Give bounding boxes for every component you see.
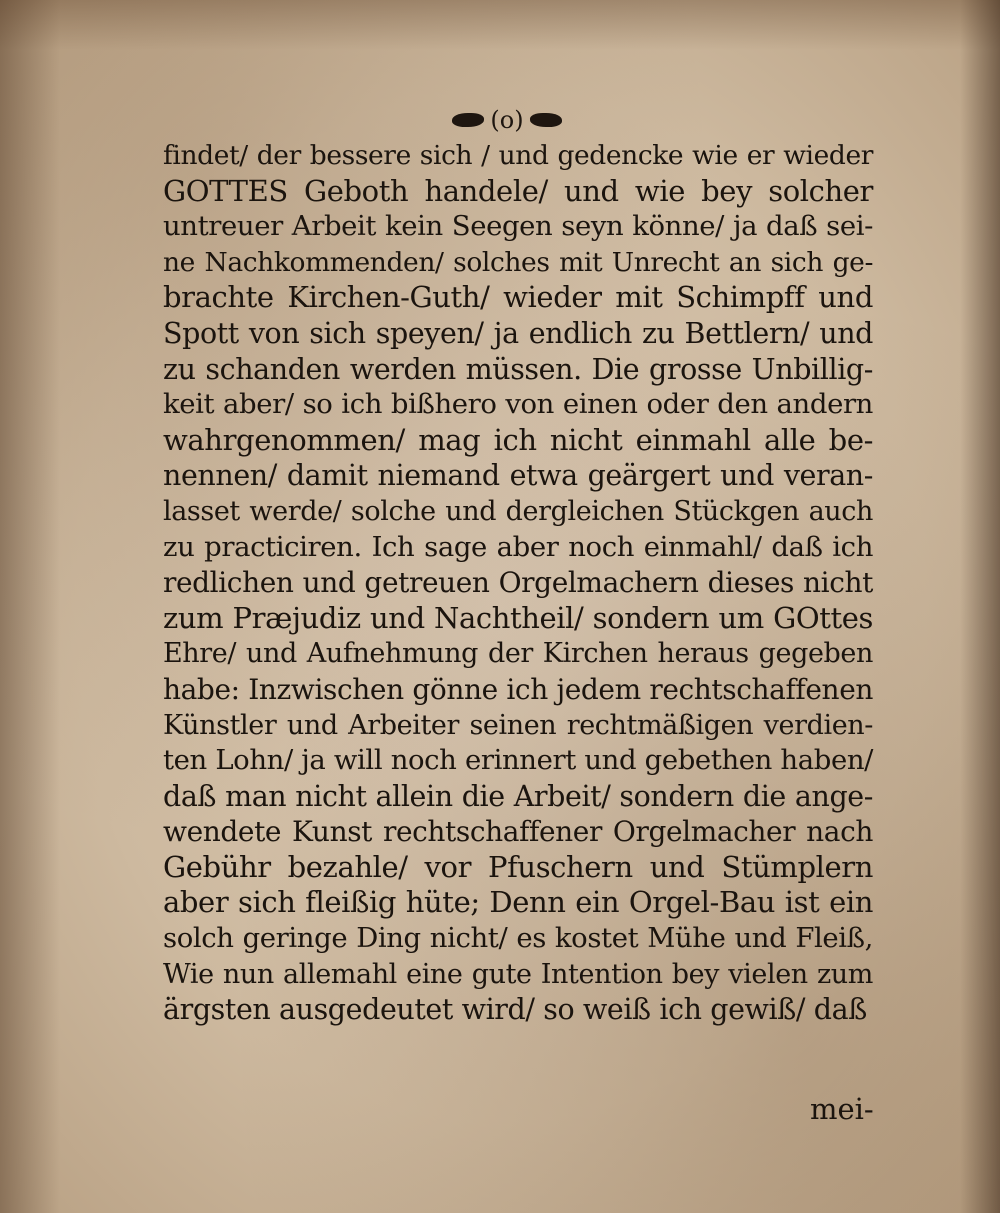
text-line: zu practiciren. Ich sage aber noch einmahl/ daß ich	[163, 530, 873, 563]
body-text	[163, 138, 873, 1028]
catchword: mei-	[810, 1092, 874, 1126]
text-line: Künstler und Arbeiter seinen rechtmäßigen verdien-	[163, 709, 873, 741]
text-line: Ehre/ und Aufnehmung der Kirchen heraus gegeben	[163, 638, 873, 670]
text-line: daß man nicht allein die Arbeit/ sondern die ange-	[163, 779, 873, 813]
text-line: Wie nun allemahl eine gute Intention bey vielen zum	[163, 958, 873, 990]
text-line: GOTTES Geboth handele/ und wie bey solcher	[163, 173, 873, 208]
text-line: untreuer Arbeit kein Seegen seyn könne/ ja daß sei-	[163, 210, 873, 243]
page-number: (o)	[490, 106, 524, 134]
text-line: zu schanden werden müssen. Die grosse Unbillig-	[163, 352, 873, 386]
ornament-left-icon	[452, 113, 484, 127]
ornament-right-icon	[530, 113, 562, 127]
page-header	[432, 100, 582, 140]
text-line: Spott von sich speyen/ ja endlich zu Bettlern/ und	[163, 316, 873, 350]
page-edge-shadow-top	[0, 0, 1000, 50]
text-line: wendete Kunst rechtschaffener Orgelmacher nach	[163, 815, 873, 849]
text-line: Gebühr bezahle/ vor Pfuschern und Stümplern	[163, 849, 873, 884]
page-edge-shadow-left	[0, 0, 60, 1213]
text-line: habe: Inzwischen gönne ich jedem rechtschaffenen	[163, 672, 873, 706]
text-line: aber sich fleißig hüte; Denn ein Orgel-Bau ist ein	[163, 885, 873, 920]
text-line: keit aber/ so ich bißhero von einen oder den andern	[163, 388, 873, 421]
text-line: findet/ der bessere sich / und gedencke wie er wieder	[163, 140, 873, 171]
text-line: nennen/ damit niemand etwa geärgert und veran-	[163, 459, 873, 493]
page-edge-shadow-right	[960, 0, 1000, 1213]
text-line: wahrgenommen/ mag ich nicht einmahl alle be-	[163, 422, 873, 457]
text-line: lasset werde/ solche und dergleichen Stückgen auch	[163, 495, 873, 527]
text-line: brachte Kirchen-Guth/ wieder mit Schimpff und	[163, 280, 873, 315]
text-line: solch geringe Ding nicht/ es kostet Mühe und Fleiß,	[163, 922, 873, 955]
text-line: ten Lohn/ ja will noch erinnert und gebethen haben/	[163, 744, 873, 777]
text-line: ärgsten ausgedeutet wird/ so weiß ich gewiß/ daß	[163, 993, 867, 1027]
text-line: redlichen und getreuen Orgelmachern dieses nicht	[163, 566, 873, 600]
text-line: ne Nachkommenden/ solches mit Unrecht an sich ge-	[163, 246, 873, 278]
text-line: zum Præjudiz und Nachtheil/ sondern um GOttes	[163, 600, 873, 635]
